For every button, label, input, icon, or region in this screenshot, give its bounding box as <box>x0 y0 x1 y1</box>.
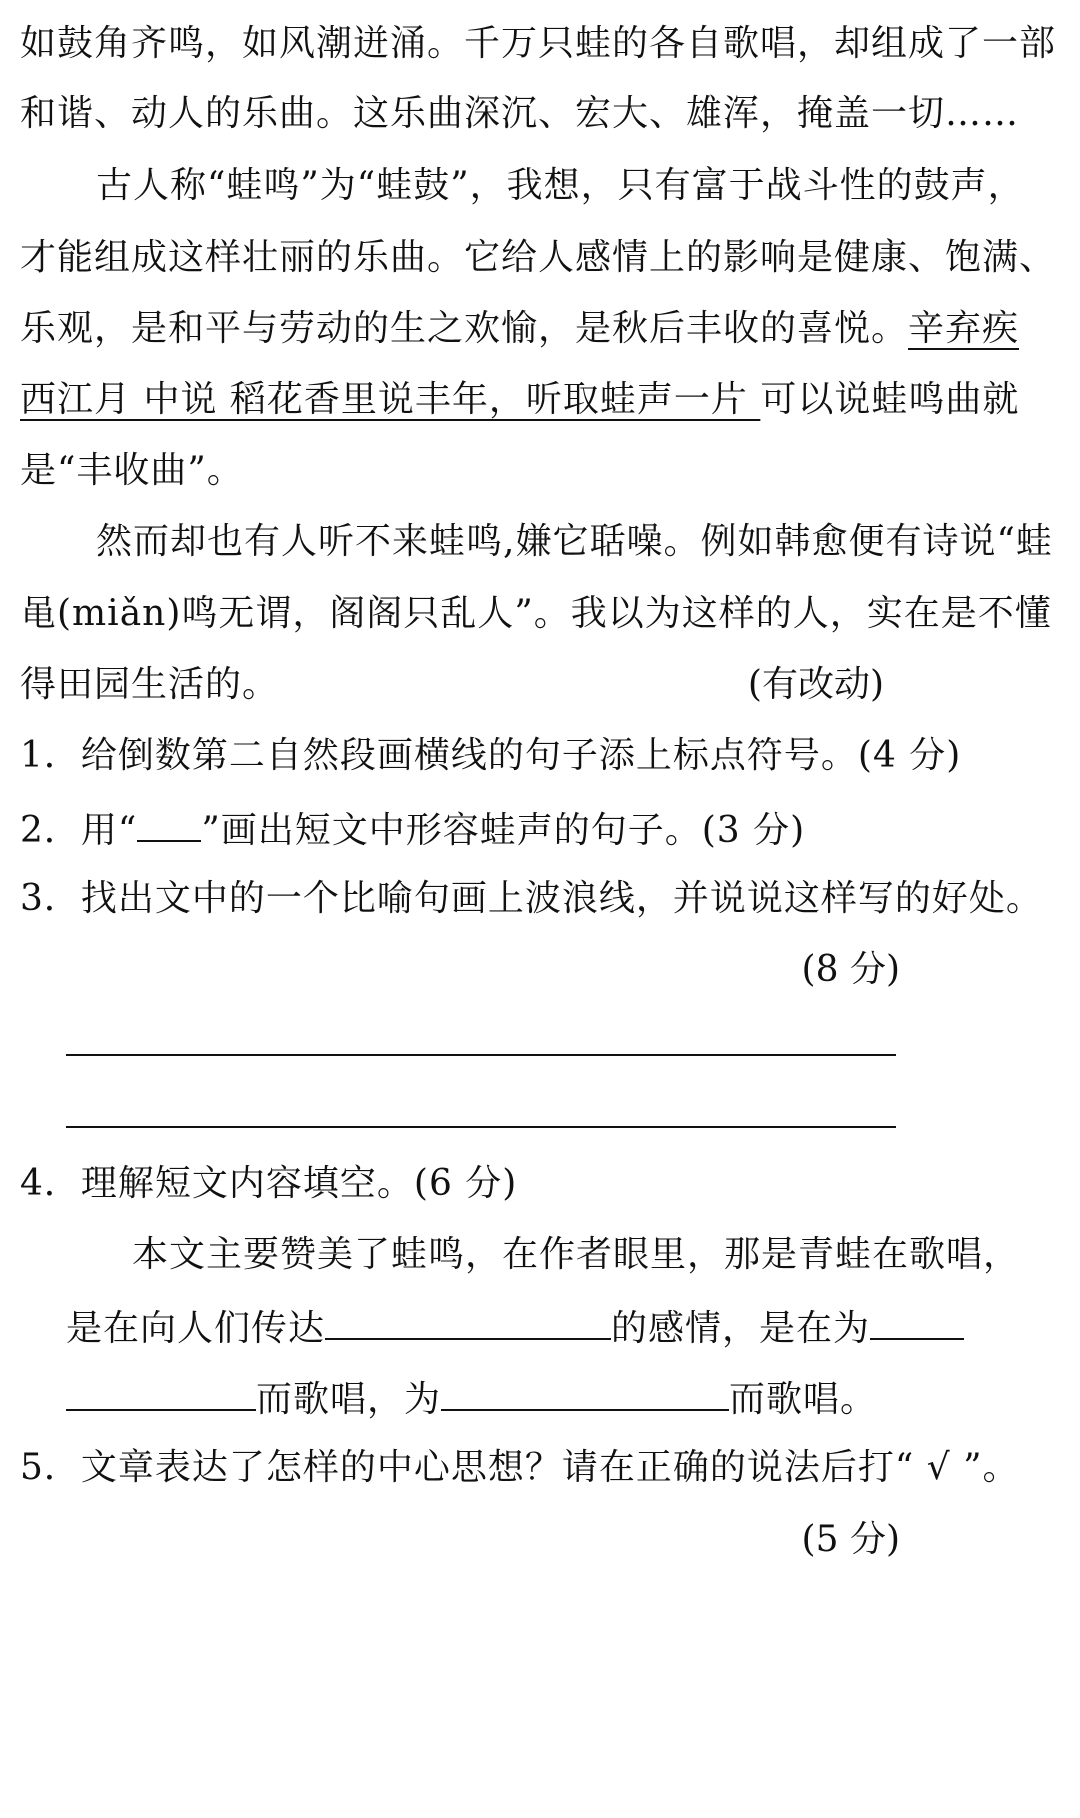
question-text: ”画出短文中形容蛙声的句子。(3 分) <box>201 810 806 851</box>
question-5-score: (5 分) <box>801 1519 900 1560</box>
fill-blank[interactable] <box>325 1304 611 1340</box>
fill-line <box>20 1304 1044 1351</box>
answer-line[interactable] <box>66 1054 896 1056</box>
source-note: (有改动) <box>747 664 884 705</box>
underline-sample <box>137 806 201 842</box>
fill-text: 而歌唱，为 <box>256 1379 442 1420</box>
passage-line: 得田园生活的。 <box>20 664 280 705</box>
passage-line <box>20 378 1044 422</box>
question-2 <box>20 806 1044 853</box>
underlined-sentence: 辛弃疾 <box>908 308 1020 349</box>
fill-blank[interactable] <box>441 1375 729 1411</box>
question-3-score: (8 分) <box>801 949 900 990</box>
fill-text: 是在向人们传达 <box>66 1308 326 1349</box>
passage-line: 和谐、动人的乐曲。这乐曲深沉、宏大、雄浑，掩盖一切…… <box>20 93 1020 134</box>
passage-text: 可以说蛙鸣曲就 <box>760 379 1020 420</box>
passage-line: 才能组成这样壮丽的乐曲。它给人感情上的影响是健康、饱满、 <box>20 237 1057 278</box>
question-1: 1．给倒数第二自然段画横线的句子添上标点符号。(4 分) <box>20 735 962 776</box>
fill-line: 本文主要赞美了蛙鸣，在作者眼里，那是青蛙在歌唱， <box>132 1234 1021 1275</box>
passage-line: 是“丰收曲”。 <box>20 450 244 491</box>
fill-blank[interactable] <box>870 1304 964 1340</box>
passage-line <box>20 307 1044 351</box>
passage-line: 如鼓角齐鸣，如风潮迸涌。千万只蛙的各自歌唱，却组成了一部 <box>20 23 1057 64</box>
passage-line: 黾(miǎn)鸣无谓，阁阁只乱人”。我以为这样的人，实在是不懂 <box>20 593 1052 634</box>
question-3: 3．找出文中的一个比喻句画上波浪线，并说说这样写的好处。 <box>20 878 1043 919</box>
question-5: 5．文章表达了怎样的中心思想？请在正确的说法后打“ √ ”。 <box>20 1447 1020 1488</box>
fill-text: 的感情，是在为 <box>611 1308 871 1349</box>
passage-line: 然而却也有人听不来蛙鸣,嫌它聒噪。例如韩愈便有诗说“蛙 <box>96 521 1053 562</box>
fill-line <box>20 1375 1044 1422</box>
passage-text: 乐观，是和平与劳动的生之欢愉，是秋后丰收的喜悦。 <box>20 308 909 349</box>
question-4: 4．理解短文内容填空。(6 分) <box>20 1163 518 1204</box>
passage-line: 古人称“蛙鸣”为“蛙鼓”，我想，只有富于战斗性的鼓声， <box>96 165 1025 206</box>
fill-blank[interactable] <box>66 1375 256 1411</box>
answer-line[interactable] <box>66 1126 896 1128</box>
underlined-sentence: 西江月 中说 稻花香里说丰年，听取蛙声一片 <box>20 379 761 420</box>
question-text: 2．用“ <box>20 810 138 851</box>
fill-text: 而歌唱。 <box>729 1379 878 1420</box>
